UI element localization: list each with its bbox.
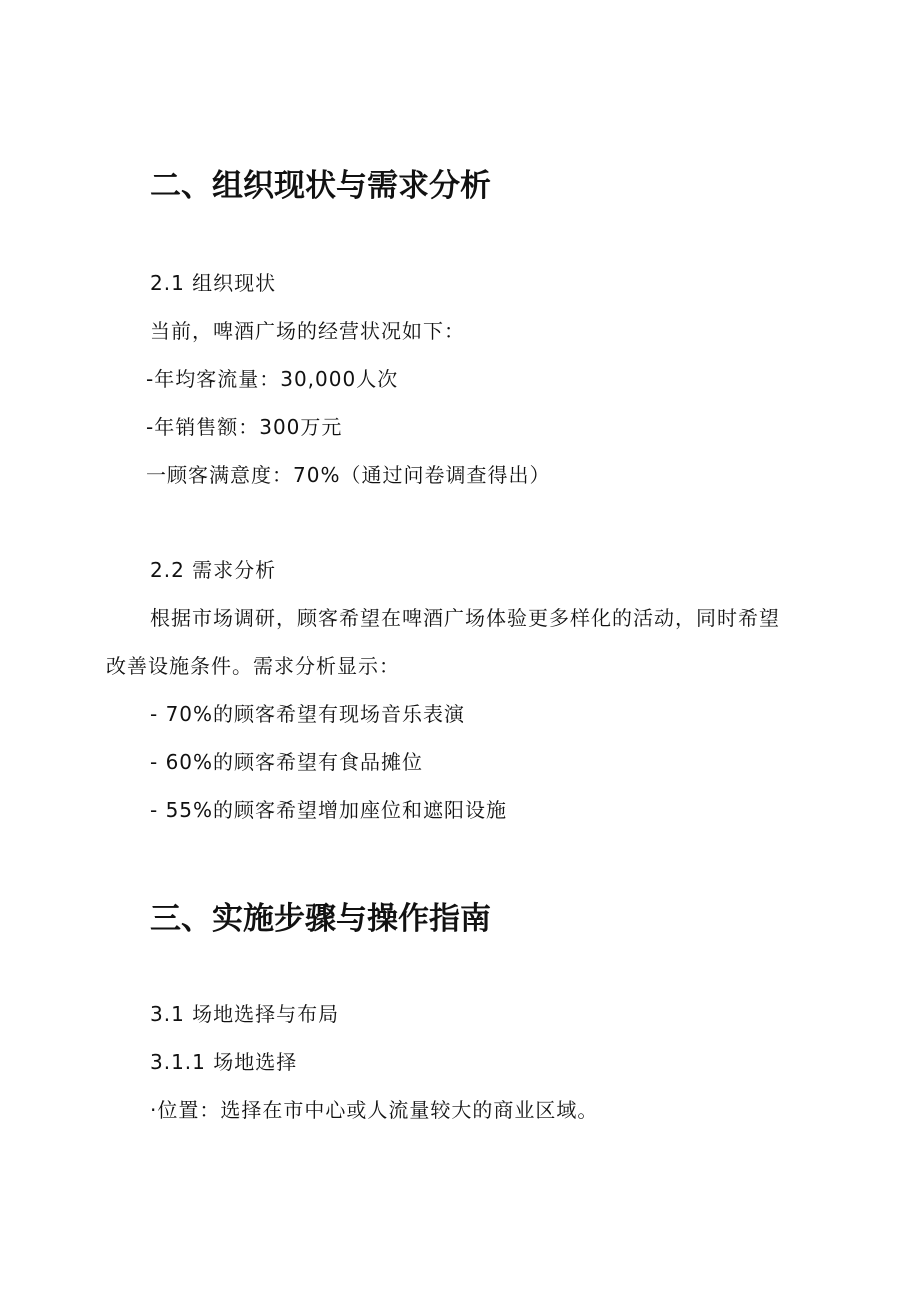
list-item-visitor-flow: -年均客流量：30,000人次 xyxy=(146,367,399,391)
subsection-2-1-title: 2.1 组织现状 xyxy=(150,271,277,295)
subsection-2-2-title: 2.2 需求分析 xyxy=(150,558,277,582)
list-item-location: ·位置：选择在市中心或人流量较大的商业区域。 xyxy=(150,1098,599,1122)
list-item-live-music: - 70%的顾客希望有现场音乐表演 xyxy=(150,702,466,726)
list-item-annual-sales: -年销售额：300万元 xyxy=(146,415,343,439)
list-item-satisfaction: 一顾客满意度：70%（通过问卷调查得出） xyxy=(146,463,551,487)
paragraph-line-1: 根据市场调研，顾客希望在啤酒广场体验更多样化的活动，同时希望 xyxy=(150,606,780,630)
list-item-food-stalls: - 60%的顾客希望有食品摊位 xyxy=(150,750,424,774)
subsection-2-1-intro: 当前，啤酒广场的经营状况如下： xyxy=(150,319,465,343)
list-item-seating-shade: - 55%的顾客希望增加座位和遮阳设施 xyxy=(150,798,508,822)
section-2-heading: 二、组织现状与需求分析 xyxy=(150,168,491,204)
section-3-heading: 三、实施步骤与操作指南 xyxy=(150,901,491,937)
subsection-3-1-1-title: 3.1.1 场地选择 xyxy=(150,1050,298,1074)
paragraph-line-2: 改善设施条件。需求分析显示： xyxy=(106,654,400,678)
subsection-3-1-title: 3.1 场地选择与布局 xyxy=(150,1002,340,1026)
